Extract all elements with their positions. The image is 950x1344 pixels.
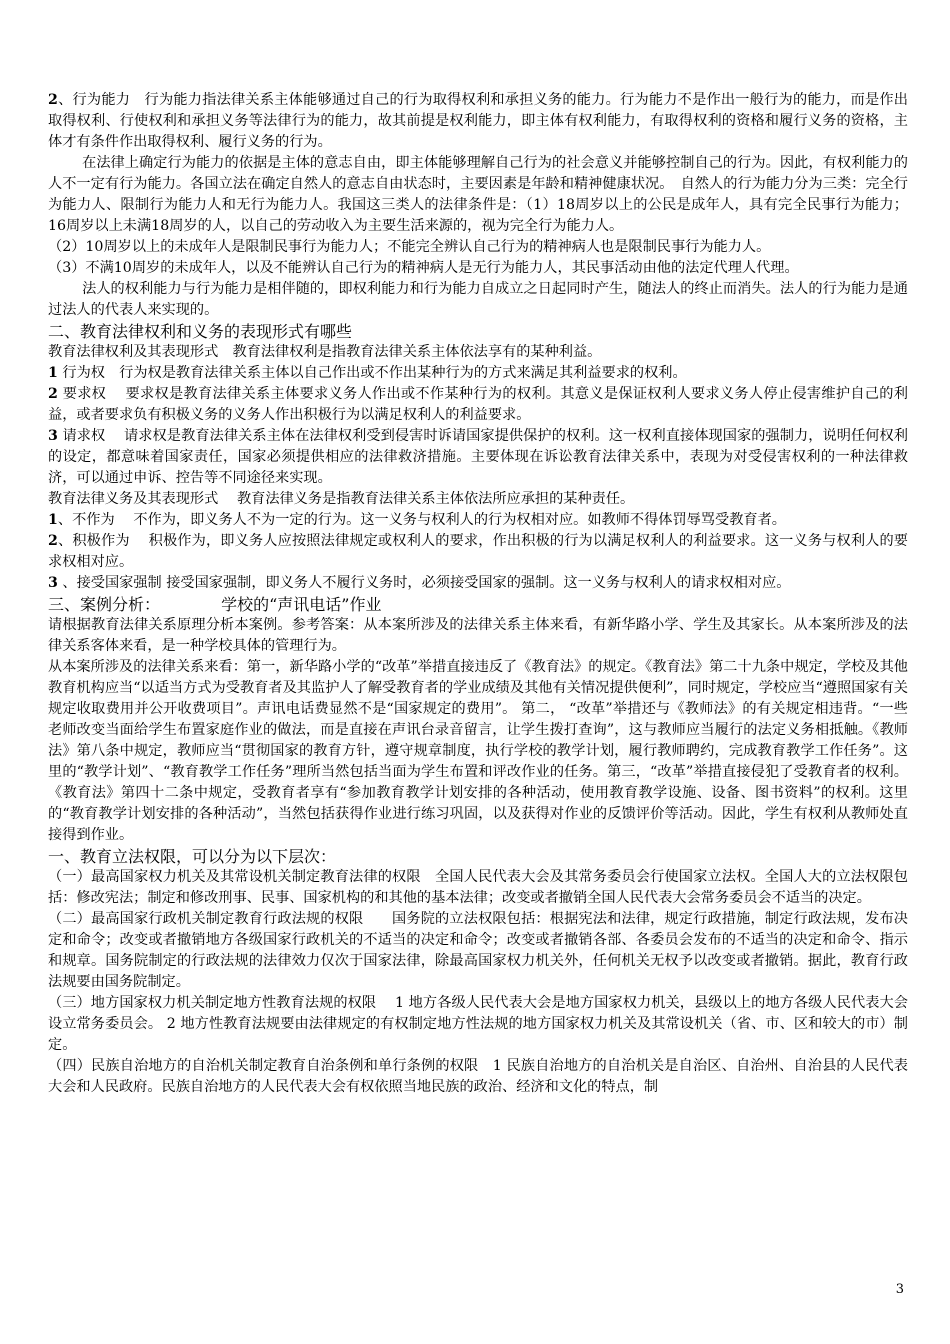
item-number: 1 (48, 365, 58, 381)
item-number: 2 (48, 533, 58, 549)
item-number: 3 (48, 575, 58, 591)
para-case-answer: 请根据教育法律关系原理分析本案例。参考答案：从本案所涉及的法律关系主体来看，有新华路小学、学生及其家长。从本案所涉及的法律关系客体来看，是一种学校具体的管理行为。 (48, 617, 908, 654)
para-duty-1 (48, 510, 908, 531)
para-level-4: （四）民族自治地方的自治机关制定教育自治条例和单行条例的权限 1 民族自治地方的自治机关是自治区、自治州、自治县的人民代表大会和人民政府。民族自治地方的人民代表大会有权依照当地民族的政治、经济和文化的特点，制 (48, 1058, 908, 1095)
para-case-analysis: 从本案所涉及的法律关系来看：第一，新华路小学的“改革”举措直接违反了《教育法》的规定。《教育法》第二十九条中规定，学校及其他教育机构应当“以适当方式为受教育者及其监护人了解受教育者的学业成绩及其他有关情况提供便利”，同时规定，学校应当“遵照国家有关规定收取费用并公开收费项目”。声讯电话费显然不是“国家规定的费用”。 第二， “改革”举措还与《教师法》的有关规定相违背。“一些老师改变当面给学生布置家庭作业的做法，而是直接在声讯台录音留言，让学生拨打查询”，这与教师应当履行的法定义务相抵触。《教师法》第八条中规定，教师应当“贯彻国家的教育方针，遵守规章制度，执行学校的教学计划，履行教师聘约，完成教育教学工作任务”。这里的“教学计划”、“教育教学工作任务”理所当然包括当面为学生布置和评改作业的任务。第三，“改革”举措直接侵犯了受教育者的权利。《教育法》第四十二条中规定，受教育者享有“参加教育教学计划安排的各种活动，使用教育教学设施、设备、图书资料”的权利。这里的“教育教学计划安排的各种活动”，当然包括获得作业进行练习巩固，以及获得对作业的反馈评价等活动。因此，学生有权利从教师处直接得到作业。 (48, 659, 908, 843)
section-heading: 一、教育立法权限，可以分为以下层次： (48, 847, 337, 866)
para-text: 请求权 请求权是教育法律关系主体在法律权利受到侵害时诉请国家提供保护的权利。这一权利直接体现国家的强制力，说明任何权利的设定，都意味着国家责任，国家必须提供相应的法律救济措施。主要体现在诉讼教育法律关系中，表现为对受侵害权利的一种法律救济，可以通过申诉、控告等不同途径来实现。 (48, 428, 908, 486)
item-number: 2 (48, 386, 58, 402)
para-text: 行为权 行为权是教育法律关系主体以自己作出或不作出某种行为的方式来满足其利益要求的权利。 (57, 365, 687, 381)
section-heading: 三、案例分析： 学校的“声讯电话”作业 (48, 595, 382, 614)
para-duties-intro: 教育法律义务及其表现形式 教育法律义务是指教育法律关系主体依法所应承担的某种责任。 (48, 491, 635, 507)
para-text: 、积极作为 积极作为，即义务人应按照法律规定或权利人的要求，作出积极的行为以满足权利人的利益要求。这一义务与权利人的要求权相对应。 (48, 533, 908, 570)
page-number: 3 (895, 1282, 904, 1297)
para-level-2: （二）最高国家行政机关制定教育行政法规的权限 国务院的立法权限包括：根据宪法和法律，规定行政措施，制定行政法规，发布决定和命令；改变或者撤销地方各级国家行政机关的不适当的决定和命令；改变或者撤销各部、各委员会发布的不适当的决定和命令、指示和规章。国务院制定的行政法规的法律效力仅次于国家法律，除最高国家权力机关外，任何机关无权予以改变或者撤销。据此，教育行政法规要由国务院制定。 (48, 911, 908, 990)
item-number: 1 (48, 512, 58, 528)
para-level-3: （三）地方国家权力机关制定地方性教育法规的权限 1 地方各级人民代表大会是地方国家权力机关，县级以上的地方各级人民代表大会设立常务委员会。 2 地方性教育法规要由法律规定的有权制定地方性法规的地方国家权力机关及其常设机关（省、市、区和较大的市）制定。 (48, 995, 908, 1053)
item-number: 3 (48, 428, 58, 444)
para-rights-intro: 教育法律权利及其表现形式 教育法律权利是指教育法律关系主体依法享有的某种利益。 (48, 344, 602, 360)
document-body (48, 90, 908, 1098)
para-legal-person: 法人的权利能力与行为能力是相伴随的，即权利能力和行为能力自成立之日起同时产生，随法人的终止而消失。法人的行为能力是通过法人的代表人来实现的。 (48, 281, 908, 318)
para-right-1 (48, 363, 908, 384)
para-duty-3 (48, 573, 908, 594)
para-text: 、接受国家强制 接受国家强制，即义务人不履行义务时，必须接受国家的强制。这一义务与权利人的请求权相对应。 (57, 575, 791, 591)
para-right-2 (48, 384, 908, 426)
para-text: 、不作为 不作为，即义务人不为一定的行为。这一义务与权利人的行为权相对应。如教师不得体罚辱骂受教育者。 (57, 512, 786, 528)
para-none: （3）不满10周岁的未成年人，以及不能辨认自己行为的精神病人是无行为能力人，其民事活动由他的法定代理人代理。 (48, 260, 799, 276)
para-right-3 (48, 426, 908, 489)
para-capacity (48, 90, 908, 153)
section-heading: 二、教育法律权利和义务的表现形式有哪些 (48, 322, 353, 341)
para-duty-2 (48, 531, 908, 573)
para-text: 要求权 要求权是教育法律关系主体要求义务人作出或不作某种行为的权利。其意义是保证权利人要求义务人停止侵害维护自己的利益，或者要求负有积极义务的义务人作出积极行为以满足权利人的利益要求。 (48, 386, 908, 423)
item-number: 2 (48, 92, 58, 108)
para-level-1: （一）最高国家权力机关及其常设机关制定教育法律的权限 全国人民代表大会及其常务委员会行使国家立法权。全国人大的立法权限包括：修改宪法；制定和修改刑事、民事、国家机构的和其他的基本法律；改变或者撤销全国人民代表大会常务委员会不适当的决定。 (48, 869, 908, 906)
para-text: 、行为能力 行为能力指法律关系主体能够通过自己的行为取得权利和承担义务的能力。行为能力不是作出一般行为的能力，而是作出取得权利、行使权利和承担义务等法律行为的能力，故其前提是权利能力，即主体有权利能力，有取得权利的资格和履行义务的资格，主体才有条件作出取得权利、履行义务的行为。 (48, 92, 908, 150)
para-basis: 在法律上确定行为能力的依据是主体的意志自由，即主体能够理解自己行为的社会意义并能够控制自己的行为。因此，有权利能力的人不一定有行为能力。各国立法在确定自然人的意志自由状态时，主要因素是年龄和精神健康状况。 自然人的行为能力分为三类：完全行为能力人、限制行为能力人和无行为能力人。我国这三类人的法律条件是：（1）18周岁以上的公民是成年人，具有完全民事行为能力；16周岁以上未满18周岁的人，以自己的劳动收入为主要生活来源的，视为完全行为能力人。 (48, 155, 908, 234)
para-limited: （2）10周岁以上的未成年人是限制民事行为能力人；不能完全辨认自己行为的精神病人也是限制民事行为能力人。 (48, 239, 771, 255)
